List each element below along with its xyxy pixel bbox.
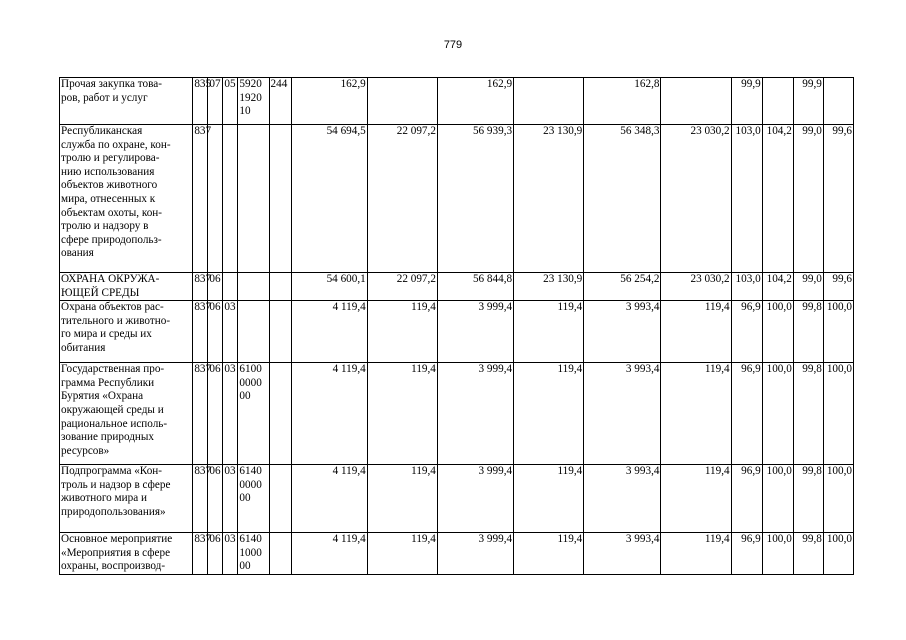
value-col-6: 23 030,2 bbox=[661, 273, 731, 301]
value-col-1: 162,9 bbox=[291, 78, 367, 125]
value-col-6: 119,4 bbox=[661, 301, 731, 363]
ministry-code: 837 bbox=[193, 363, 208, 465]
value-col-6: 23 030,2 bbox=[661, 125, 731, 273]
expense-type-code bbox=[269, 363, 291, 465]
percent-col-3: 99,8 bbox=[793, 533, 823, 575]
percent-col-2 bbox=[762, 78, 793, 125]
value-col-1: 4 119,4 bbox=[291, 363, 367, 465]
target-item-code bbox=[238, 301, 269, 363]
subsection-code: 03 bbox=[223, 363, 238, 465]
value-col-5: 162,8 bbox=[584, 78, 661, 125]
value-col-2 bbox=[367, 78, 437, 125]
value-col-3: 162,9 bbox=[437, 78, 513, 125]
value-col-5: 3 993,4 bbox=[584, 465, 661, 533]
table-row bbox=[60, 78, 854, 125]
row-name: ОХРАНА ОКРУЖА- ЮЩЕЙ СРЕДЫ bbox=[60, 273, 193, 301]
percent-col-4: 100,0 bbox=[823, 465, 853, 533]
target-item-code: 6140 1000 00 bbox=[238, 533, 269, 575]
percent-col-3: 99,0 bbox=[793, 125, 823, 273]
expense-type-code bbox=[269, 465, 291, 533]
value-col-2: 22 097,2 bbox=[367, 273, 437, 301]
row-name: Государственная про- грамма Республики Бурятия «Охрана окружающей среды и рациональное исполь- зование природных ресурсов» bbox=[60, 363, 193, 465]
value-col-5: 3 993,4 bbox=[584, 301, 661, 363]
row-name: Подпрограмма «Кон- троль и надзор в сфере животного мира и природопользования» bbox=[60, 465, 193, 533]
percent-col-1: 103,0 bbox=[731, 125, 762, 273]
percent-col-1: 99,9 bbox=[731, 78, 762, 125]
target-item-code bbox=[238, 273, 269, 301]
value-col-3: 56 844,8 bbox=[437, 273, 513, 301]
table-row bbox=[60, 465, 854, 533]
value-col-4: 119,4 bbox=[514, 465, 584, 533]
value-col-5: 3 993,4 bbox=[584, 533, 661, 575]
value-col-3: 3 999,4 bbox=[437, 465, 513, 533]
percent-col-4: 100,0 bbox=[823, 533, 853, 575]
value-col-1: 4 119,4 bbox=[291, 301, 367, 363]
value-col-3: 3 999,4 bbox=[437, 301, 513, 363]
percent-col-2: 104,2 bbox=[762, 273, 793, 301]
percent-col-4: 100,0 bbox=[823, 363, 853, 465]
ministry-code: 837 bbox=[193, 125, 208, 273]
percent-col-2: 100,0 bbox=[762, 363, 793, 465]
percent-col-1: 96,9 bbox=[731, 363, 762, 465]
value-col-1: 54 694,5 bbox=[291, 125, 367, 273]
value-col-2: 119,4 bbox=[367, 363, 437, 465]
section-code bbox=[208, 125, 223, 273]
value-col-4: 119,4 bbox=[514, 363, 584, 465]
value-col-5: 56 348,3 bbox=[584, 125, 661, 273]
budget-table bbox=[59, 77, 854, 575]
percent-col-1: 96,9 bbox=[731, 465, 762, 533]
ministry-code: 835 bbox=[193, 78, 208, 125]
table-row bbox=[60, 125, 854, 273]
value-col-3: 3 999,4 bbox=[437, 533, 513, 575]
table-row bbox=[60, 533, 854, 575]
ministry-code: 837 bbox=[193, 273, 208, 301]
section-code: 06 bbox=[208, 363, 223, 465]
percent-col-3: 99,8 bbox=[793, 301, 823, 363]
percent-col-4: 99,6 bbox=[823, 273, 853, 301]
value-col-2: 119,4 bbox=[367, 465, 437, 533]
page-number: 779 bbox=[443, 39, 463, 51]
subsection-code: 05 bbox=[223, 78, 238, 125]
target-item-code bbox=[238, 125, 269, 273]
value-col-5: 56 254,2 bbox=[584, 273, 661, 301]
table-row bbox=[60, 301, 854, 363]
percent-col-4: 100,0 bbox=[823, 301, 853, 363]
section-code: 06 bbox=[208, 533, 223, 575]
value-col-6: 119,4 bbox=[661, 533, 731, 575]
percent-col-3: 99,8 bbox=[793, 363, 823, 465]
row-name: Прочая закупка това- ров, работ и услуг bbox=[60, 78, 193, 125]
subsection-code: 03 bbox=[223, 465, 238, 533]
ministry-code: 837 bbox=[193, 533, 208, 575]
percent-col-3: 99,9 bbox=[793, 78, 823, 125]
subsection-code bbox=[223, 125, 238, 273]
value-col-2: 119,4 bbox=[367, 533, 437, 575]
section-code: 06 bbox=[208, 301, 223, 363]
percent-col-2: 100,0 bbox=[762, 465, 793, 533]
section-code: 07 bbox=[208, 78, 223, 125]
value-col-4: 119,4 bbox=[514, 533, 584, 575]
value-col-1: 54 600,1 bbox=[291, 273, 367, 301]
expense-type-code bbox=[269, 301, 291, 363]
value-col-2: 119,4 bbox=[367, 301, 437, 363]
value-col-4: 23 130,9 bbox=[514, 125, 584, 273]
value-col-3: 3 999,4 bbox=[437, 363, 513, 465]
percent-col-1: 96,9 bbox=[731, 301, 762, 363]
ministry-code: 837 bbox=[193, 301, 208, 363]
value-col-3: 56 939,3 bbox=[437, 125, 513, 273]
subsection-code: 03 bbox=[223, 301, 238, 363]
row-name: Основное мероприятие «Мероприятия в сфере охраны, воспроизвод- bbox=[60, 533, 193, 575]
section-code: 06 bbox=[208, 273, 223, 301]
row-name: Охрана объектов рас- тительного и животно- го мира и среды их обитания bbox=[60, 301, 193, 363]
subsection-code bbox=[223, 273, 238, 301]
percent-col-2: 104,2 bbox=[762, 125, 793, 273]
percent-col-1: 96,9 bbox=[731, 533, 762, 575]
value-col-2: 22 097,2 bbox=[367, 125, 437, 273]
expense-type-code bbox=[269, 533, 291, 575]
percent-col-1: 103,0 bbox=[731, 273, 762, 301]
target-item-code: 6100 0000 00 bbox=[238, 363, 269, 465]
table-row bbox=[60, 273, 854, 301]
expense-type-code: 244 bbox=[269, 78, 291, 125]
value-col-4: 119,4 bbox=[514, 301, 584, 363]
value-col-1: 4 119,4 bbox=[291, 465, 367, 533]
value-col-4 bbox=[514, 78, 584, 125]
value-col-6: 119,4 bbox=[661, 363, 731, 465]
value-col-6 bbox=[661, 78, 731, 125]
expense-type-code bbox=[269, 273, 291, 301]
value-col-1: 4 119,4 bbox=[291, 533, 367, 575]
row-name: Республиканская служба по охране, кон- тролю и регулирова- нию использования объектов животного мира, отнесенных к объектам охоты, кон- тролю и надзору в сфере природопольз- ования bbox=[60, 125, 193, 273]
table-body bbox=[60, 78, 854, 575]
percent-col-4 bbox=[823, 78, 853, 125]
percent-col-2: 100,0 bbox=[762, 533, 793, 575]
value-col-6: 119,4 bbox=[661, 465, 731, 533]
percent-col-2: 100,0 bbox=[762, 301, 793, 363]
percent-col-4: 99,6 bbox=[823, 125, 853, 273]
table-row bbox=[60, 363, 854, 465]
expense-type-code bbox=[269, 125, 291, 273]
value-col-5: 3 993,4 bbox=[584, 363, 661, 465]
subsection-code: 03 bbox=[223, 533, 238, 575]
percent-col-3: 99,0 bbox=[793, 273, 823, 301]
section-code: 06 bbox=[208, 465, 223, 533]
percent-col-3: 99,8 bbox=[793, 465, 823, 533]
target-item-code: 5920 1920 10 bbox=[238, 78, 269, 125]
ministry-code: 837 bbox=[193, 465, 208, 533]
value-col-4: 23 130,9 bbox=[514, 273, 584, 301]
target-item-code: 6140 0000 00 bbox=[238, 465, 269, 533]
